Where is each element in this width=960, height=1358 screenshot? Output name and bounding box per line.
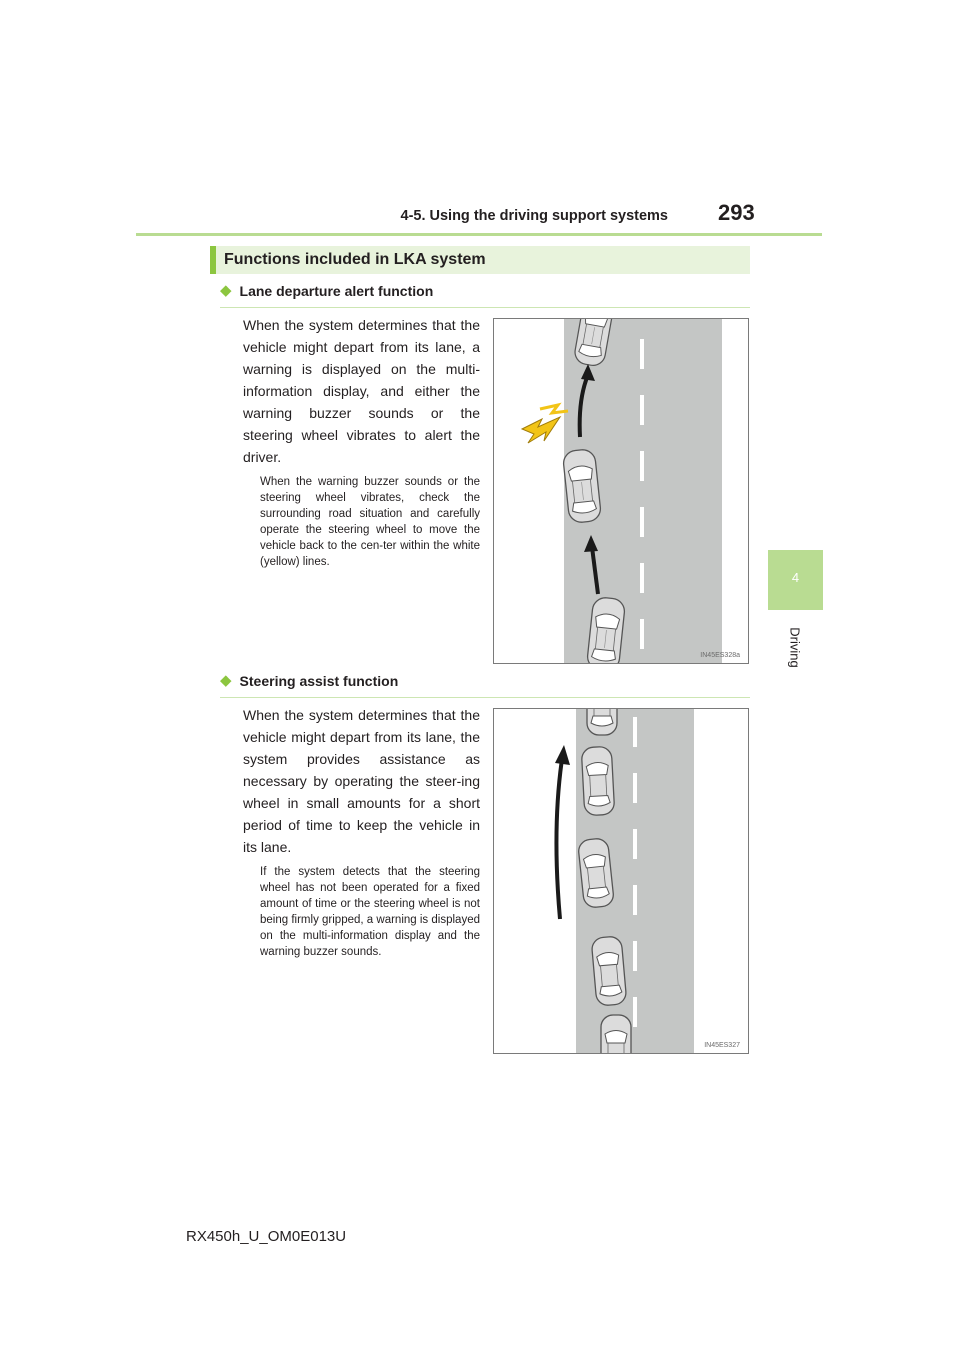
diamond-bullet-icon: ◆ [220, 672, 232, 689]
steering-assist-figure [493, 708, 749, 1054]
steering-assist-title: Steering assist function [239, 673, 399, 689]
car-icon [562, 449, 601, 524]
car-icon [578, 838, 615, 909]
steering-assist-note: If the system detects that the steering wheel has not been operated for a fixed amount of time or the steering wheel is not being firmly gripped, a warning is displayed on the multi-information display and the warning buzzer sounds. [260, 866, 480, 958]
section-heading [210, 246, 750, 274]
chapter-number: 4 [791, 570, 800, 585]
car-icon [601, 1015, 631, 1053]
chapter-label [765, 622, 825, 672]
header-section-title: 4-5. Using the driving support systems [400, 208, 668, 224]
lane-departure-body: When the system determines that the vehicle might depart from its lane, a warning is displayed on the multi-information display, and either the warning buzzer sounds or the steering wheel vibrates to alert the driver. [243, 317, 480, 465]
page-number: 293 [718, 200, 755, 225]
lane-departure-heading [220, 283, 750, 308]
section-heading-text: Functions included in LKA system [224, 251, 486, 268]
steering-assist-illustration [494, 709, 748, 1053]
lane-departure-note: When the warning buzzer sounds or the steering wheel vibrates, check the surrounding road situation and carefully operate the steering wheel to move the vehicle back to the cen-ter within the white (yellow) lines. [260, 476, 480, 568]
lane-departure-figure [493, 318, 749, 664]
diamond-bullet-icon: ◆ [220, 282, 232, 299]
car-icon [591, 936, 627, 1006]
figure-code: IN45ES328a [700, 652, 740, 659]
lane-departure-illustration [494, 319, 748, 663]
lane-departure-title: Lane departure alert function [239, 283, 434, 299]
steering-assist-body: When the system determines that the vehicle might depart from its lane, the system provides assistance as necessary by operating the steer-ing wheel in small amounts for a short period of time to keep the vehicle in its lane. [243, 707, 480, 855]
car-icon [581, 746, 615, 815]
chapter-label-text: Driving [787, 626, 803, 668]
header-rule [136, 233, 822, 236]
steering-assist-heading [220, 673, 750, 698]
car-icon [587, 709, 617, 735]
manual-code: RX450h_U_OM0E013U [186, 1228, 347, 1245]
figure-code: IN45ES327 [704, 1042, 740, 1049]
